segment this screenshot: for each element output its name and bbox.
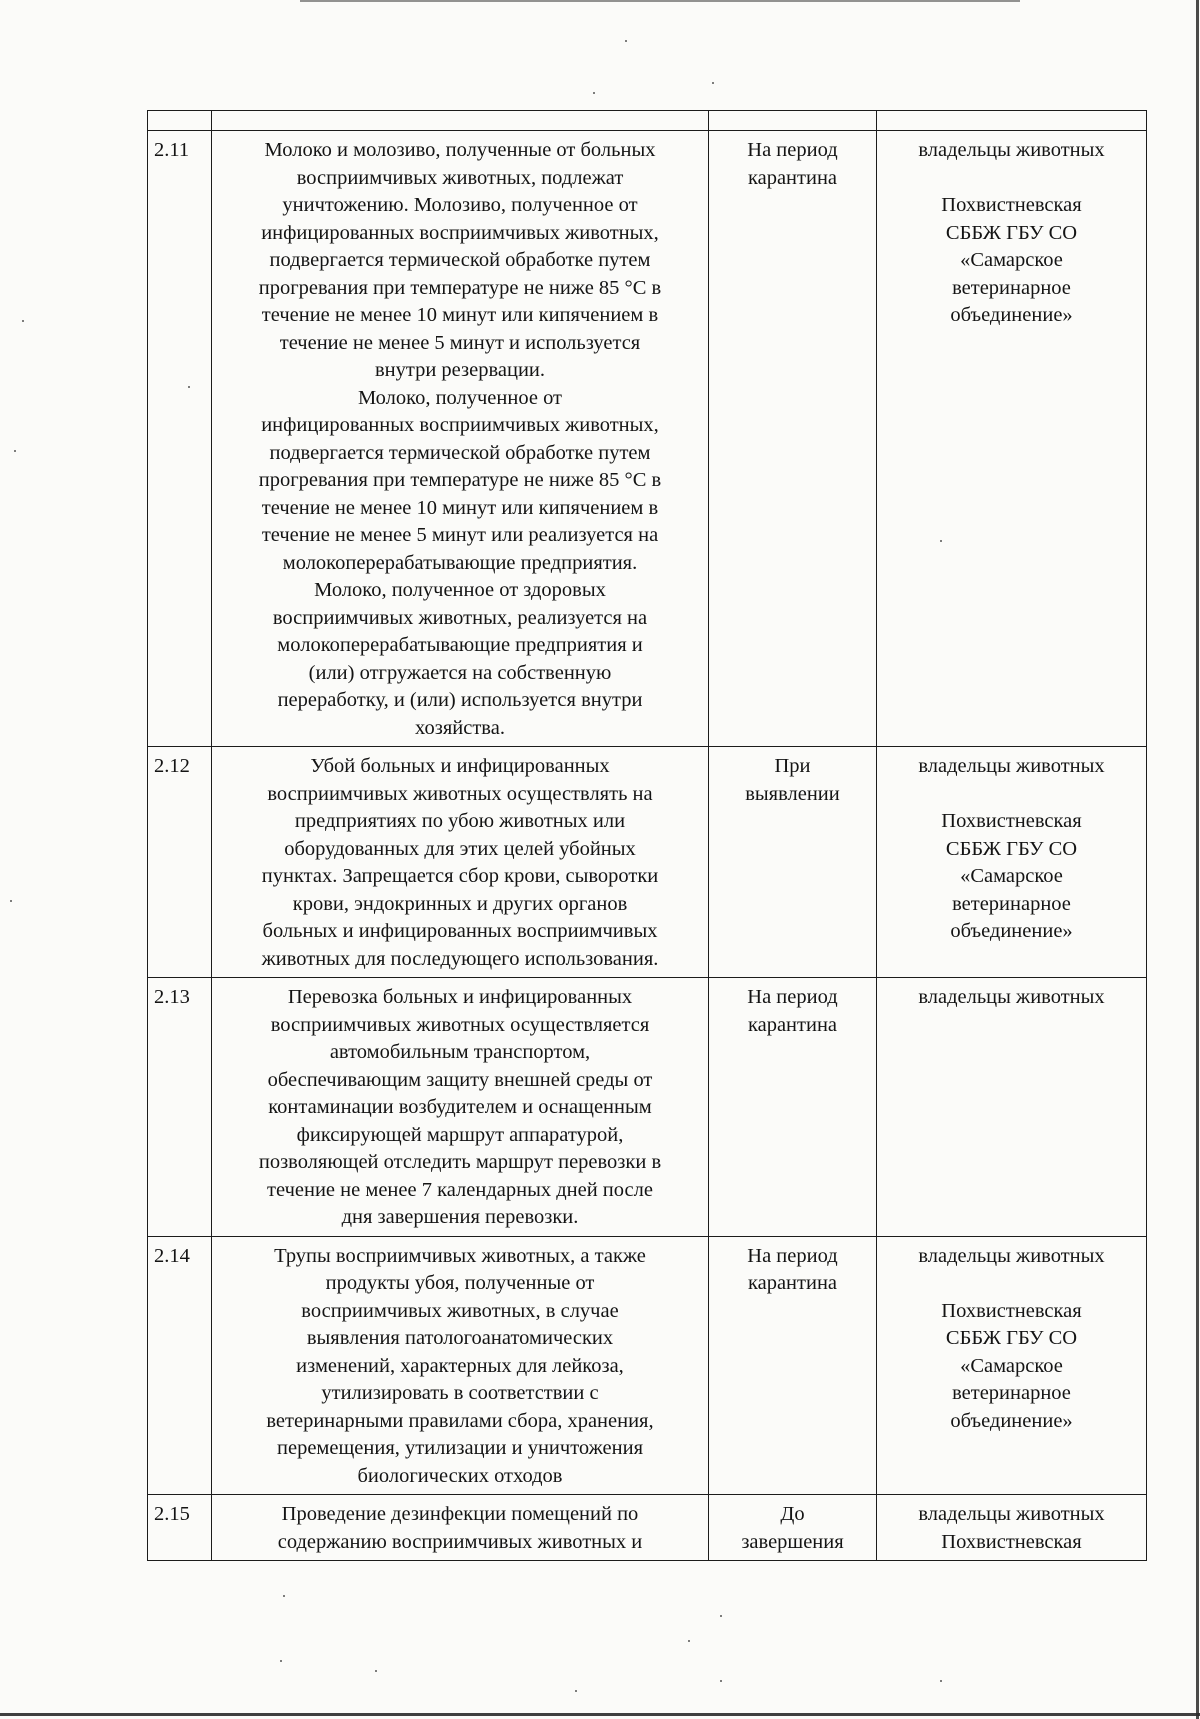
measure-text-line: хозяйства. — [415, 716, 505, 739]
measure-text-line: фиксирующей маршрут аппаратурой, — [296, 1123, 624, 1146]
scan-speck — [575, 1690, 577, 1692]
scan-speck — [280, 1660, 282, 1662]
measures-table — [147, 110, 1147, 1561]
measure-text-line: Трупы восприимчивых животных, а также — [274, 1244, 646, 1267]
measure-text-line: пунктах. Запрещается сбор крови, сыворотки — [261, 865, 659, 887]
table-row — [148, 747, 1147, 978]
period-text-line: На период — [747, 1244, 838, 1267]
measure-text-line: молокоперерабатывающие предприятия и — [277, 634, 643, 656]
item-number-text: 2.11 — [154, 139, 190, 161]
measure-text-line: восприимчивых животных осуществлять на — [267, 782, 653, 805]
responsible-text-line: объединение» — [950, 1409, 1073, 1432]
measure-text-line: Убой больных и инфицированных — [310, 755, 610, 777]
period-text-line: карантина — [747, 166, 838, 189]
measure-text-line: животных для последующего использования. — [261, 947, 659, 970]
measure-text-line: продукты убоя, полученные от — [325, 1272, 595, 1294]
scan-speck — [625, 40, 627, 42]
measure-text-line: молокоперерабатывающие предприятия. — [282, 551, 638, 574]
measure-text-line: инфицированных восприимчивых животных, — [261, 414, 659, 436]
measure-text-line: Проведение дезинфекции помещений по — [281, 1503, 639, 1525]
measure-description — [212, 747, 709, 978]
measure-text-line: биологических отходов — [357, 1464, 563, 1487]
bottom-scan-edge — [0, 1713, 1200, 1716]
measure-text-line: уничтожению. Молозиво, полученное от — [282, 194, 638, 216]
measure-period — [709, 747, 877, 978]
measure-text-line: течение не менее 10 минут или кипячением в — [261, 496, 659, 519]
measure-period — [709, 131, 877, 747]
responsible-text-line: владельцы животных — [918, 139, 1105, 161]
measure-text-line: контаминации возбудителем и оснащенным — [268, 1096, 652, 1118]
measure-period — [709, 978, 877, 1237]
responsible-party — [877, 747, 1147, 978]
scan-speck — [720, 1680, 722, 1682]
measure-text-line: автомобильным транспортом, — [329, 1041, 591, 1063]
measure-text-line: прогревания при температуре не ниже 85 °С в — [258, 276, 662, 299]
responsible-text-line: владельцы животных — [918, 1244, 1105, 1267]
top-scan-edge — [300, 0, 1020, 2]
table-cell — [148, 111, 212, 131]
scan-speck — [712, 82, 714, 84]
right-scan-edge — [1196, 0, 1199, 1719]
responsible-text-line: Похвистневская — [941, 1299, 1082, 1322]
scan-speck — [10, 900, 12, 902]
table-row — [148, 1236, 1147, 1495]
responsible-party — [877, 978, 1147, 1237]
table-row — [148, 131, 1147, 747]
table-top-row — [148, 111, 1147, 131]
responsible-text-line: СББЖ ГБУ СО — [945, 1327, 1078, 1349]
measure-text-line: больных и инфицированных восприимчивых — [262, 920, 658, 942]
table-row — [148, 978, 1147, 1237]
measure-text-line: позволяющей отследить маршрут перевозки в — [258, 1151, 662, 1173]
item-number — [148, 1236, 212, 1495]
blank-line — [883, 1270, 1140, 1298]
item-number — [148, 1495, 212, 1561]
period-text-line: завершения — [741, 1530, 844, 1553]
measure-text-line: восприимчивых животных, подлежат — [296, 166, 624, 189]
measure-description — [212, 978, 709, 1237]
measure-text-line: подвергается термической обработке путем — [269, 249, 651, 271]
responsible-text-line: «Самарское — [960, 249, 1063, 271]
period-text-line: На период — [747, 139, 838, 161]
table-cell — [212, 111, 709, 131]
period-text-line: При — [774, 755, 811, 777]
measure-period — [709, 1236, 877, 1495]
measure-text-line: восприимчивых животных, в случае — [301, 1299, 619, 1322]
responsible-text-line: объединение» — [950, 920, 1073, 942]
item-number-text: 2.14 — [154, 1244, 190, 1267]
item-number-text: 2.13 — [154, 986, 190, 1008]
item-number-text: 2.12 — [154, 755, 190, 777]
measure-text-line: оборудованных для этих целей убойных — [284, 837, 636, 860]
item-number — [148, 978, 212, 1237]
measure-text-line: внутри резервации. — [374, 359, 546, 381]
measure-text-line: ветеринарными правилами сбора, хранения, — [266, 1409, 654, 1432]
responsible-text-line: владельцы животных — [918, 1503, 1105, 1525]
responsible-text-line: владельцы животных — [918, 986, 1105, 1008]
responsible-text-line: «Самарское — [960, 1354, 1063, 1377]
scan-speck — [720, 1615, 722, 1617]
item-number — [148, 747, 212, 978]
measure-text-line: Перевозка больных и инфицированных — [287, 986, 633, 1008]
measure-text-line: выявления патологоанатомических — [306, 1327, 614, 1349]
measure-text-line: изменений, характерных для лейкоза, — [296, 1354, 624, 1377]
measure-text-line: обеспечивающим защиту внешней среды от — [267, 1068, 653, 1091]
responsible-text-line: владельцы животных — [918, 755, 1105, 777]
scan-speck — [14, 450, 16, 452]
measure-text-line: перемещения, утилизации и уничтожения — [277, 1437, 643, 1459]
measure-description — [212, 1236, 709, 1495]
measure-text-line: Молоко и молозиво, полученные от больных — [264, 139, 656, 161]
responsible-text-line: ветеринарное — [952, 276, 1071, 299]
responsible-text-line: Похвистневская — [941, 810, 1082, 832]
measure-text-line: предприятиях по убою животных или — [294, 810, 626, 832]
scan-speck — [22, 320, 24, 322]
responsible-text-line: объединение» — [950, 304, 1073, 326]
table-cell — [877, 111, 1147, 131]
measure-text-line: крови, эндокринных и других органов — [292, 892, 628, 915]
period-text-line: карантина — [747, 1272, 838, 1294]
responsible-party — [877, 1495, 1147, 1561]
table-row — [148, 1495, 1147, 1561]
measure-text-line: течение не менее 7 календарных дней после — [267, 1178, 653, 1201]
blank-line — [883, 781, 1140, 809]
item-number — [148, 131, 212, 747]
measure-description — [212, 131, 709, 747]
scan-speck — [688, 1640, 690, 1642]
responsible-text-line: СББЖ ГБУ СО — [945, 221, 1078, 244]
responsible-text-line: Похвистневская — [941, 1530, 1082, 1553]
measure-text-line: переработку, и (или) используется внутри — [277, 689, 643, 711]
responsible-text-line: ветеринарное — [952, 1382, 1071, 1404]
period-text-line: выявлении — [745, 782, 840, 805]
measure-text-line: утилизировать в соответствии с — [321, 1382, 599, 1404]
period-text-line: На период — [747, 986, 838, 1008]
responsible-text-line: Похвистневская — [941, 194, 1082, 216]
measure-text-line: подвергается термической обработке путем — [269, 441, 651, 464]
measure-text-line: дня завершения перевозки. — [341, 1206, 579, 1228]
measure-text-line: Молоко, полученное от здоровых — [314, 579, 606, 601]
period-text-line: карантина — [747, 1013, 838, 1036]
responsible-text-line: СББЖ ГБУ СО — [945, 837, 1078, 860]
responsible-text-line: ветеринарное — [952, 892, 1071, 915]
measure-text-line: содержанию восприимчивых животных и — [277, 1530, 643, 1553]
responsible-party — [877, 131, 1147, 747]
measure-text-line: Молоко, полученное от — [357, 386, 563, 409]
scan-speck — [375, 1670, 377, 1672]
blank-line — [883, 165, 1140, 193]
measure-text-line: инфицированных восприимчивых животных, — [261, 221, 659, 244]
measure-period — [709, 1495, 877, 1561]
scan-speck — [940, 1680, 942, 1682]
measure-text-line: прогревания при температуре не ниже 85 °С в — [258, 469, 662, 491]
period-text-line: До — [780, 1503, 805, 1525]
measure-text-line: течение не менее 5 минут или реализуется на — [261, 524, 659, 546]
measure-description — [212, 1495, 709, 1561]
table-cell — [709, 111, 877, 131]
item-number-text: 2.15 — [154, 1503, 190, 1525]
measure-text-line: восприимчивых животных, реализуется на — [272, 606, 648, 629]
measure-text-line: течение не менее 5 минут и используется — [279, 331, 641, 354]
measure-text-line: (или) отгружается на собственную — [308, 661, 612, 684]
scan-speck — [593, 92, 595, 94]
responsible-text-line: «Самарское — [960, 865, 1063, 887]
measure-text-line: восприимчивых животных осуществляется — [270, 1013, 650, 1036]
responsible-party — [877, 1236, 1147, 1495]
measure-text-line: течение не менее 10 минут или кипячением в — [261, 304, 659, 326]
scan-speck — [283, 1595, 285, 1597]
